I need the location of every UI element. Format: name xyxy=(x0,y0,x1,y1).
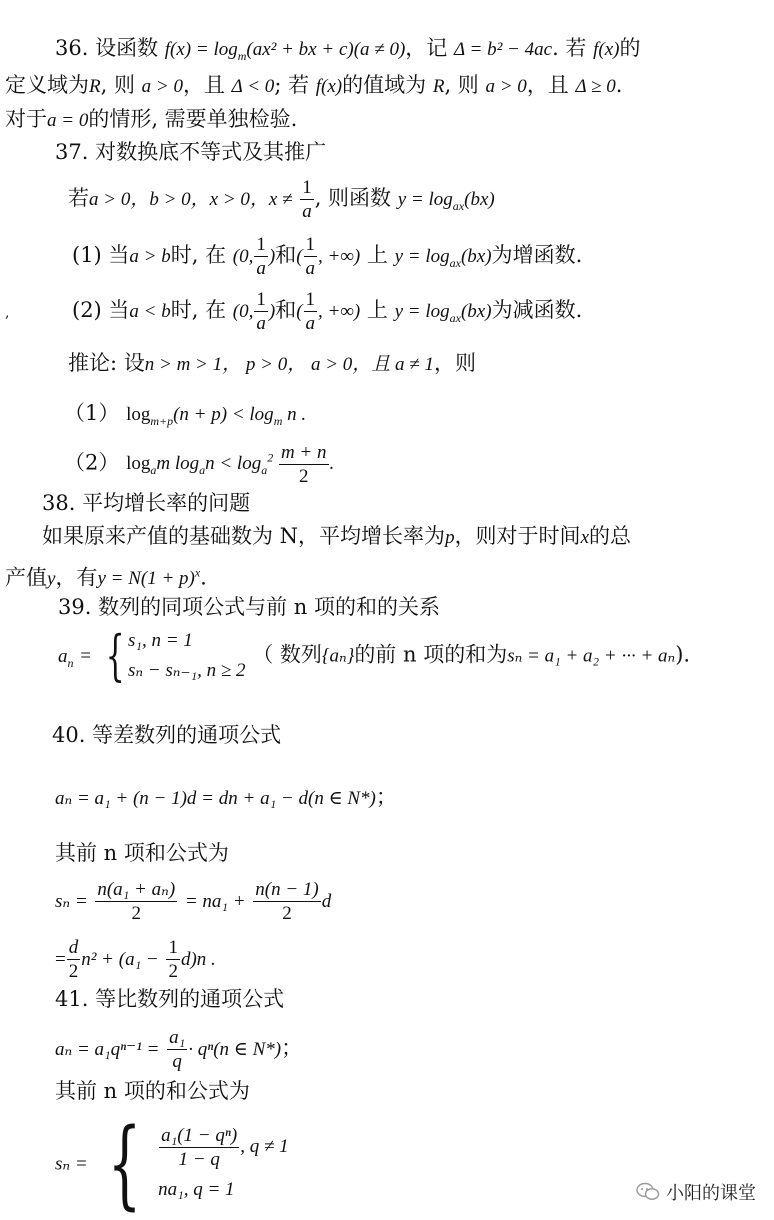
item-41-sum-formula: sₙ = { $\frac{\text{a₁(1 − qⁿ)}}{1 - q}$ , q ≠ 1 na₁, q = 1 xyxy=(55,1108,289,1220)
item-38-title: 38. 平均增长率的问题 xyxy=(42,491,251,515)
item-41-formula: aₙ = a₁qⁿ⁻¹ = $\frac{\text{a₁}}{q}$ · qⁿ(n ∈ N*)； xyxy=(55,1027,303,1072)
item-37-condition: 若a > 0，b > 0，x > 0，x ≠ $\frac{1}{a}$ , 则函数 $y = \log_{ax}(bx)$ xyxy=(68,177,495,222)
item-37-inequality-2: （2） $\log_am$ $\log_an < \log_a^2$ $\frac{m + n}{2}$ . xyxy=(64,442,335,488)
item-40-title: 40. 等差数列的通项公式 xyxy=(52,723,282,747)
item-40-sum-1: sₙ = $\frac{\text{n(a₁ + aₙ)}}{2}$ = na₁ + $\frac{n(n - 1)}{2}$ d xyxy=(55,879,332,924)
item-37-title: 37. 对数换底不等式及其推广 xyxy=(55,140,327,164)
item-37-inequality-1: （1） $\log_{m+p}(n + p) < \log_m n$ . xyxy=(64,401,307,428)
item-40-formula: aₙ = a₁ + (n − 1)d = dn + a₁ − d(n ∈ N*)； xyxy=(55,785,397,809)
item-37-corollary: 推论: 设n > m > 1， p > 0， a > 0，且 a ≠ 1，则 xyxy=(68,351,476,375)
item-40-sum-title: 其前 n 项和公式为 xyxy=(55,841,229,865)
item-36-line-1: 36. 设函数 $f(x) = \log_m(ax^2$ + bx + c)(a ≠ 0)，记 Δ = b² − 4ac. 若 f(x)的 xyxy=(55,36,641,63)
item-38-line-2: 产值y，有$y = N(1 + p)^x$. xyxy=(5,565,207,590)
item-41-sum-title: 其前 n 项的和公式为 xyxy=(55,1079,250,1103)
stray-mark: , xyxy=(5,305,10,321)
item-36-line-2: 定义域为R, 则 a > 0，且 Δ < 0; 若 f(x)的值域为 R, 则 a > 0，且 Δ ≥ 0. xyxy=(5,73,623,97)
item-37-case-1: (1) 当a > b时, 在 (0, $\frac{1}{a}$ )和( $\frac{1}{a}$ , +∞) 上 $y = \log_{ax}(bx)$为增函数. xyxy=(72,234,583,279)
item-39-title: 39. 数列的同项公式与前 n 项的和的关系 xyxy=(58,595,440,619)
watermark-text: 小阳的课堂 xyxy=(666,1183,756,1204)
formula: $f(x) = \log_m(ax^2$ + bx + c)(a ≠ 0) xyxy=(164,39,406,63)
watermark xyxy=(636,1179,756,1205)
item-38-line-1: 如果原来产值的基础数为 N，平均增长率为p，则对于时间x的总 xyxy=(42,524,631,548)
wechat-icon xyxy=(636,1182,660,1202)
item-40-sum-2: = $\frac{d}{2}$ n² + (a₁ − $\frac{1}{2}$ d)n . xyxy=(55,937,216,982)
item-36-line-3: 对于a = 0的情形, 需要单独检验. xyxy=(5,107,298,131)
item-41-title: 41. 等比数列的通项公式 xyxy=(55,987,285,1011)
item-39-formula: $a_n$ = { s₁, n = 1 sₙ − sₙ₋₁, n ≥ 2 （ 数列{aₙ}的前 n 项的和为sₙ = a₁ + a₂ + ··· + aₙ). xyxy=(58,624,691,687)
item-37-case-2: (2) 当a < b时, 在 (0, $\frac{1}{a}$ )和( $\frac{1}{a}$ , +∞) 上 $y = \log_{ax}(bx)$为减函数. xyxy=(72,289,583,334)
